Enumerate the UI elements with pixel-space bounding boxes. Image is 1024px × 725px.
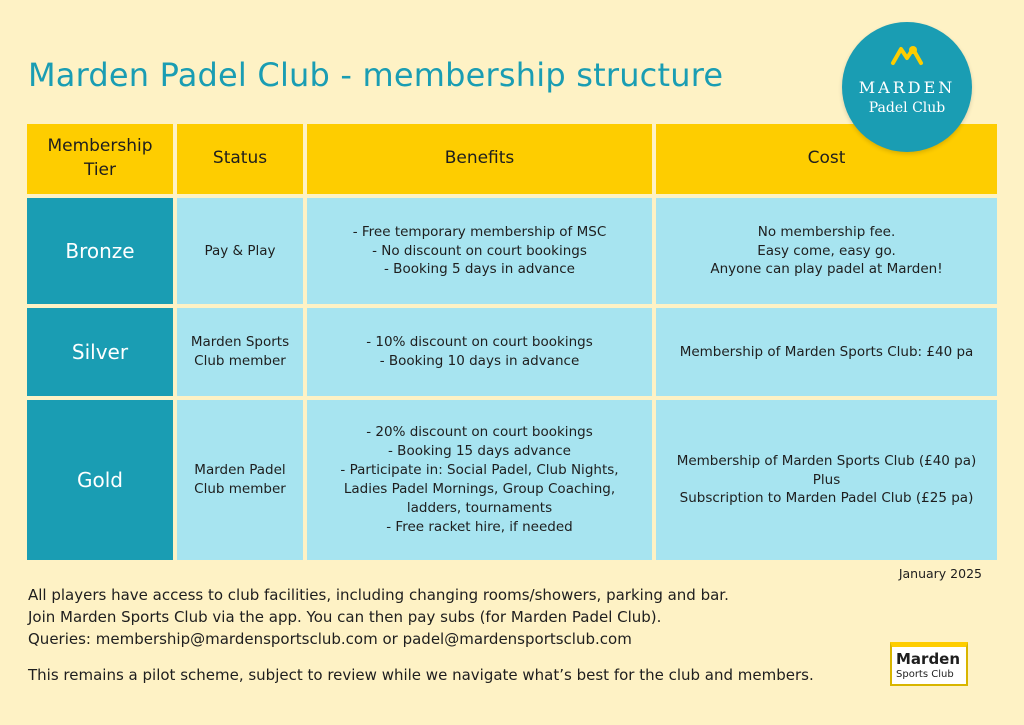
padel-racket-icon bbox=[889, 44, 925, 66]
header-cost: Cost bbox=[656, 124, 997, 194]
tier-gold: Gold bbox=[27, 400, 173, 560]
header-benefits: Benefits bbox=[307, 124, 652, 194]
status-silver: Marden Sports Club member bbox=[177, 308, 303, 396]
marden-sports-club-logo bbox=[890, 642, 968, 686]
tier-bronze: Bronze bbox=[27, 198, 173, 304]
status-bronze: Pay & Play bbox=[177, 198, 303, 304]
header-status: Status bbox=[177, 124, 303, 194]
footer-join-note: Join Marden Sports Club via the app. You can then pay subs (for Marden Padel Club). bbox=[28, 608, 662, 626]
footer-facilities-note: All players have access to club facilities, including changing rooms/showers, parking and bar. bbox=[28, 586, 729, 604]
footer-pilot-note: This remains a pilot scheme, subject to review while we navigate what’s best for the club and members. bbox=[28, 666, 814, 684]
marden-padel-club-logo bbox=[842, 22, 972, 152]
benefits-gold: - 20% discount on court bookings - Booking 15 days advance - Participate in: Social Padel, Club Nights, Ladies Padel Mornings, Group Coaching, ladders, tournaments - Free racket hire, if needed bbox=[307, 400, 652, 560]
footer-queries-note: Queries: membership@mardensportsclub.com or padel@mardensportsclub.com bbox=[28, 630, 632, 648]
date-label: January 2025 bbox=[898, 566, 982, 581]
benefits-bronze: - Free temporary membership of MSC - No discount on court bookings - Booking 5 days in advance bbox=[307, 198, 652, 304]
tier-silver: Silver bbox=[27, 308, 173, 396]
status-gold: Marden Padel Club member bbox=[177, 400, 303, 560]
header-membership-tier: Membership Tier bbox=[27, 124, 173, 194]
cost-silver: Membership of Marden Sports Club: £40 pa bbox=[656, 308, 997, 396]
page-title: Marden Padel Club - membership structure bbox=[28, 56, 724, 94]
sports-logo-text-sports-club: Sports Club bbox=[896, 669, 954, 680]
sports-logo-text-marden: Marden bbox=[896, 650, 961, 668]
cost-gold: Membership of Marden Sports Club (£40 pa) Plus Subscription to Marden Padel Club (£25 pa) bbox=[656, 400, 997, 560]
benefits-silver: - 10% discount on court bookings - Booking 10 days in advance bbox=[307, 308, 652, 396]
logo-text-marden: MARDEN bbox=[858, 78, 956, 97]
cost-bronze: No membership fee. Easy come, easy go. Anyone can play padel at Marden! bbox=[656, 198, 997, 304]
logo-text-padel-club: Padel Club bbox=[868, 100, 946, 116]
